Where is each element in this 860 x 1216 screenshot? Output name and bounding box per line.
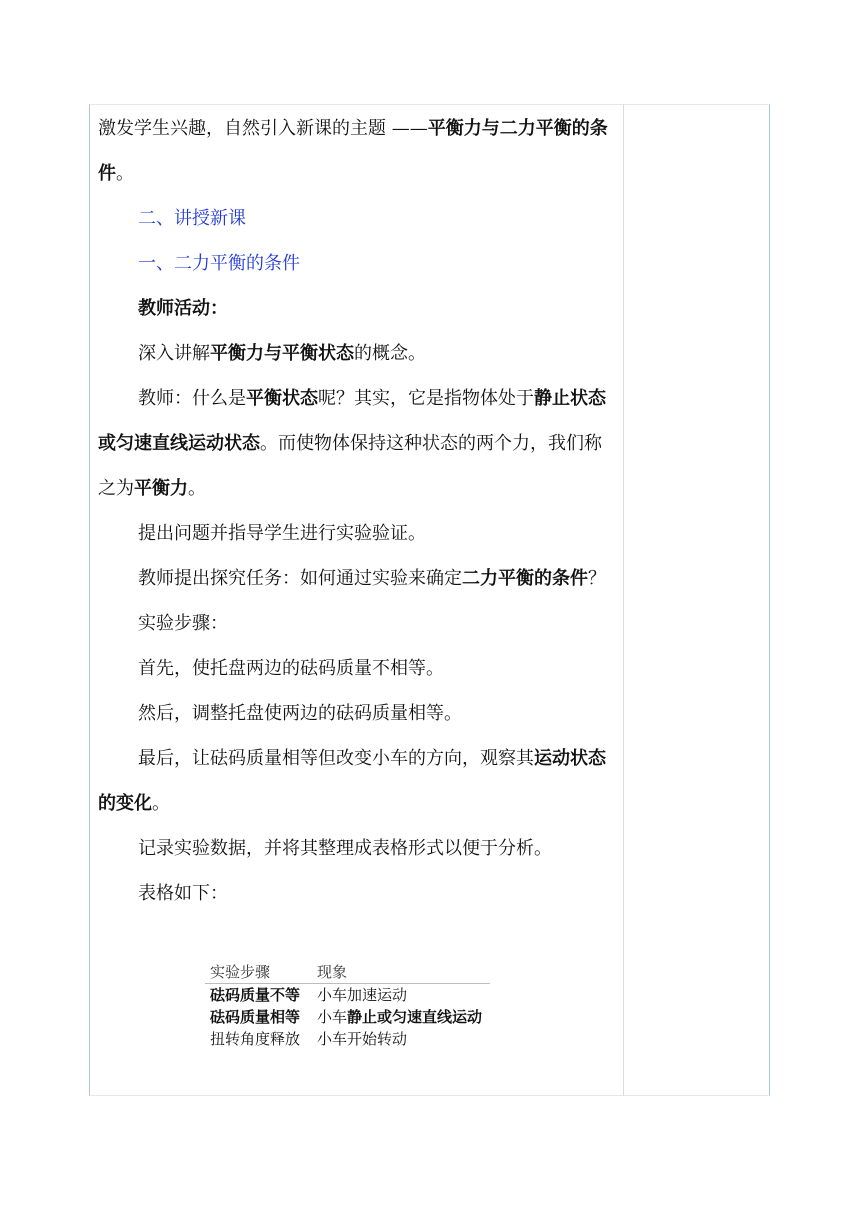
step-2: 然后，调整托盘使两边的砝码质量相等。 xyxy=(138,703,462,724)
state-text-b: 呢？其实，它是指物体处于 xyxy=(318,388,534,409)
step-3 xyxy=(98,736,618,826)
explain-end: 的概念。 xyxy=(354,343,426,364)
task-paragraph xyxy=(98,556,618,601)
explain-bold: 平衡力与平衡状态 xyxy=(210,343,354,364)
state-text-a: 教师：什么是 xyxy=(138,388,246,409)
section-heading-teach: 二、讲授新课 xyxy=(138,208,246,229)
task-bold: 二力平衡的条件 xyxy=(462,568,588,589)
table-cell-phenomenon: 小车静止或匀速直线运动 xyxy=(317,1008,483,1026)
state-paragraph xyxy=(98,376,618,511)
task-text: 教师提出探究任务：如何通过实验来确定 xyxy=(138,568,462,589)
topic-bold: 平衡力与二力平衡的条件 xyxy=(98,118,608,184)
table-row xyxy=(205,1028,490,1050)
table-intro: 表格如下： xyxy=(138,883,228,904)
table-header-phenomenon: 现象 xyxy=(305,961,490,984)
state-bold-b: 静止状态或匀速直线运动状态 xyxy=(98,388,606,454)
question-paragraph: 提出问题并指导学生进行实验验证。 xyxy=(138,523,426,544)
table-header-row xyxy=(205,961,490,984)
step3-text: 最后，让砝码质量相等但改变小车的方向，观察其 xyxy=(138,748,534,769)
steps-title: 实验步骤： xyxy=(138,613,228,634)
step3-bold: 运动状态的变化 xyxy=(98,748,606,814)
state-end: 。 xyxy=(188,478,206,499)
intro-text: 激发学生兴趣，自然引入新课的主题 —— xyxy=(98,118,428,139)
table-cell-step: 砝码质量不等 xyxy=(210,986,301,1004)
column-divider xyxy=(623,104,624,1096)
table-row xyxy=(205,1006,490,1028)
table-row xyxy=(205,984,490,1007)
table-header-step: 实验步骤 xyxy=(205,961,305,984)
experiment-table xyxy=(205,961,490,1050)
table-cell-step: 砝码质量相等 xyxy=(210,1008,301,1026)
step3-end: 。 xyxy=(152,793,170,814)
task-end: ？ xyxy=(588,568,606,589)
explain-paragraph xyxy=(98,331,618,376)
section-heading-condition: 一、二力平衡的条件 xyxy=(138,253,300,274)
state-bold-c: 平衡力 xyxy=(134,478,188,499)
table-cell-phenomenon: 小车加速运动 xyxy=(317,986,408,1004)
teacher-activity-label: 教师活动： xyxy=(138,298,228,319)
intro-end: 。 xyxy=(116,163,134,184)
lesson-content xyxy=(98,106,618,916)
intro-paragraph xyxy=(98,106,618,196)
table-cell-step: 扭转角度释放 xyxy=(210,1030,301,1048)
table-cell-phenomenon: 小车开始转动 xyxy=(317,1030,408,1048)
step-1: 首先，使托盘两边的砝码质量不相等。 xyxy=(138,658,444,679)
record-paragraph: 记录实验数据，并将其整理成表格形式以便于分析。 xyxy=(138,838,552,859)
state-text-c: 。而使物体保持这种状态的两个力，我们称之为 xyxy=(98,433,602,499)
state-bold-a: 平衡状态 xyxy=(246,388,318,409)
explain-text: 深入讲解 xyxy=(138,343,210,364)
